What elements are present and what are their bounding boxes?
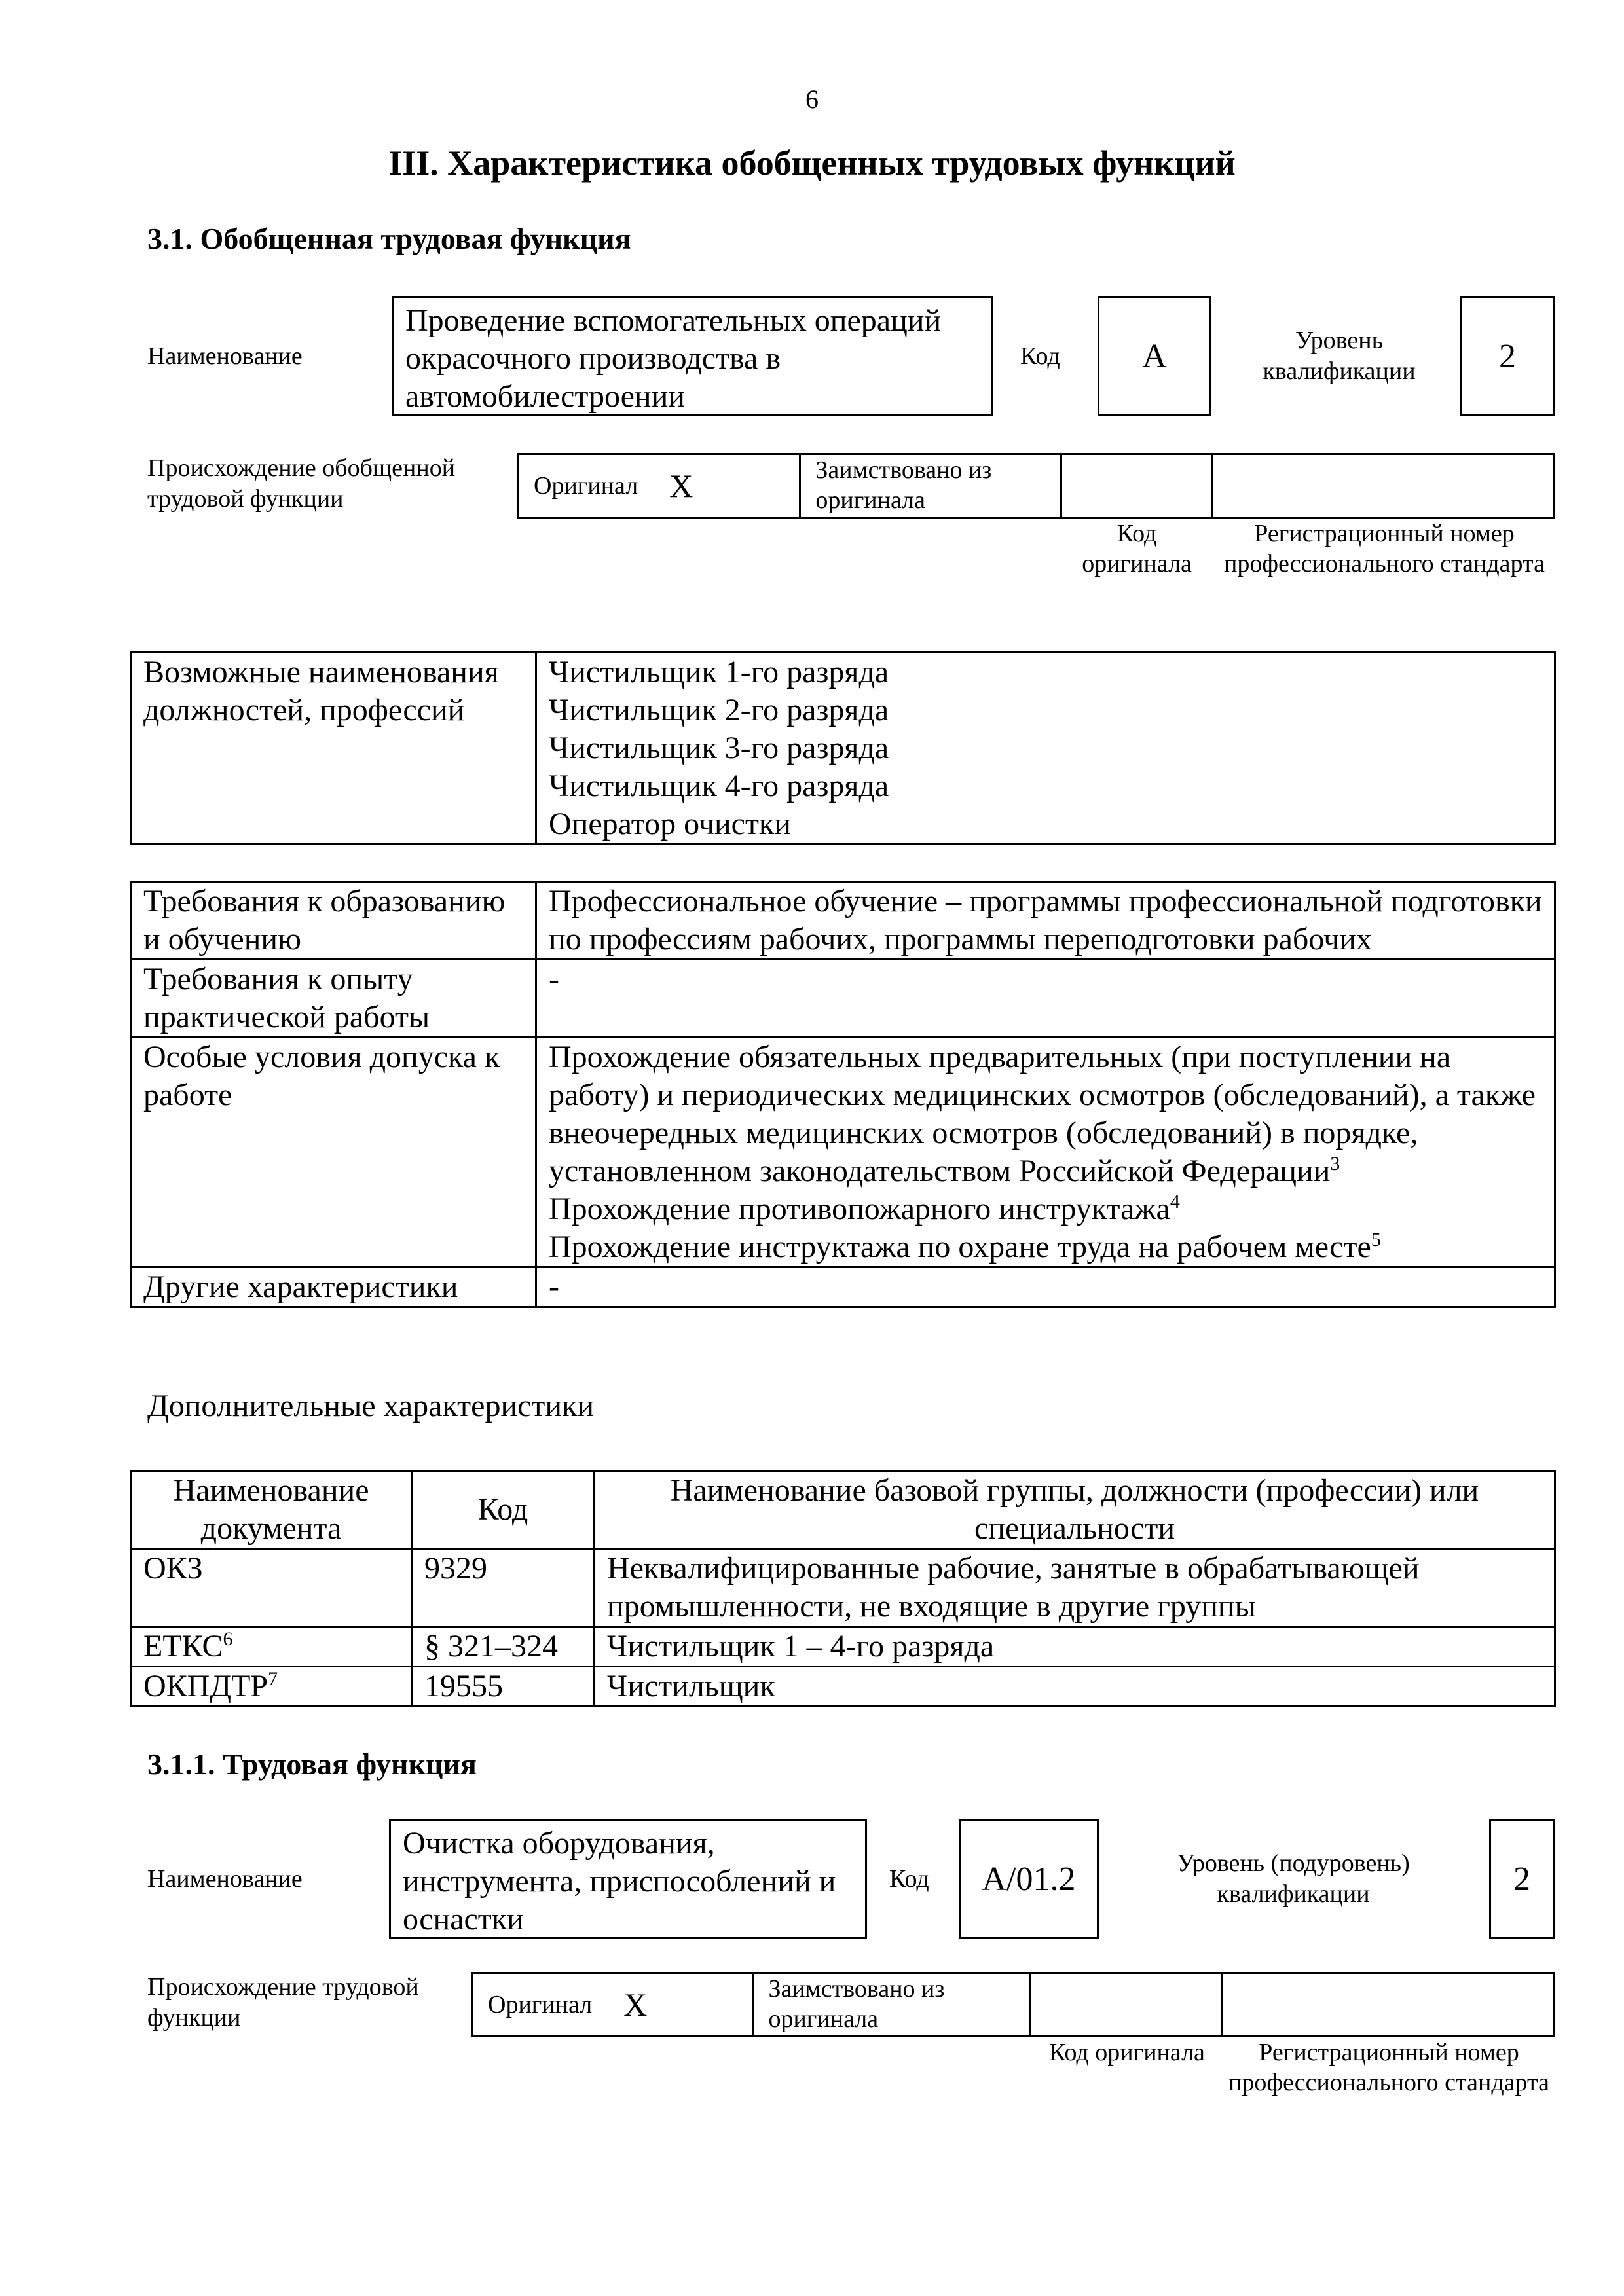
positions-label: Возможные наименования должностей, профессий xyxy=(131,653,536,845)
requirement-row xyxy=(131,1038,1555,1267)
tf-reg-number-cell xyxy=(1223,1974,1553,2035)
page-number: 6 xyxy=(805,84,819,114)
gtf-original-cell: Оригинал X xyxy=(519,455,801,517)
code-cell: § 321–324 xyxy=(412,1627,595,1667)
requirement-value xyxy=(536,882,1555,960)
gtf-origin-label: Происхождение обобщенной трудовой функции xyxy=(147,454,456,513)
position-item: Чистильщик 3-го разряда xyxy=(549,731,889,765)
tf-heading: 3.1.1. Трудовая функция xyxy=(147,1747,477,1781)
gtf-heading: 3.1. Обобщенная трудовая функция xyxy=(147,222,631,255)
position-item: Чистильщик 1-го разряда xyxy=(549,655,889,689)
requirement-row xyxy=(131,960,1555,1038)
gtf-reg-number-caption: Регистрационный номер профессионального стандарта xyxy=(1224,520,1545,577)
gtf-reg-number-cell xyxy=(1213,455,1553,517)
requirement-value xyxy=(536,1038,1555,1267)
tf-origin-table xyxy=(471,1972,1555,2037)
name-cell: Чистильщик xyxy=(595,1667,1555,1707)
tf-reg-number-caption: Регистрационный номер профессионального стандарта xyxy=(1228,2039,1549,2096)
doc-cell: ЕТКС$^6$ xyxy=(131,1627,412,1667)
tf-borrowed-cell: Заимствовано из оригинала xyxy=(754,1974,1031,2035)
requirement-line: Профессиональное обучение – программы профессиональной подготовки по профессиям рабочих, программы переподготовки рабочих xyxy=(549,884,1542,957)
name-cell: Чистильщик 1 – 4-го разряда xyxy=(595,1627,1555,1667)
doc-cell: ОКЗ xyxy=(131,1549,412,1627)
header-name: Наименование базовой группы, должности (профессии) или специальности xyxy=(595,1471,1555,1549)
position-item: Чистильщик 2-го разряда xyxy=(549,693,889,727)
requirement-value xyxy=(536,1267,1555,1307)
requirement-label: Другие характеристики xyxy=(131,1267,536,1307)
tf-level-label: Уровень (подуровень) квалификации xyxy=(1177,1850,1410,1908)
original-mark: X xyxy=(623,1986,648,2023)
additional-table xyxy=(130,1470,1556,1707)
gtf-name-value: Проведение вспомогательных операций окрасочного производства в автомобилестроении xyxy=(392,296,993,416)
requirement-row xyxy=(131,882,1555,960)
table-row xyxy=(131,1667,1555,1707)
requirement-line: Прохождение противопожарного инструктажа$^4$ xyxy=(549,1191,1180,1226)
requirement-row xyxy=(131,1267,1555,1307)
header-code: Код xyxy=(412,1471,595,1549)
gtf-level-value: 2 xyxy=(1460,296,1555,416)
tf-code-original-caption: Код оригинала xyxy=(1049,2039,1205,2066)
requirement-line: - xyxy=(549,1269,559,1304)
gtf-origin-table xyxy=(517,453,1555,519)
tf-code-value: А/01.2 xyxy=(959,1819,1099,1939)
requirement-line: Прохождение обязательных предварительных (при поступлении на работу) и периодических медицинских осмотров (обследований), а также внеочередных медицинских осмотров (обследований) в порядке, установленном законодательством Российской Федерации$^3$ xyxy=(549,1040,1536,1188)
requirement-line: Прохождение инструктажа по охране труда на рабочем месте$^5$ xyxy=(549,1229,1381,1264)
tf-original-cell: Оригинал X xyxy=(473,1974,754,2035)
footnote-ref: 7 xyxy=(268,1668,278,1690)
positions-list xyxy=(536,653,1555,845)
position-item: Оператор очистки xyxy=(549,807,791,841)
footnote-ref: 3 xyxy=(1330,1153,1340,1175)
tf-origin-label: Происхождение трудовой функции xyxy=(147,1973,419,2032)
footnote-ref: 5 xyxy=(1371,1229,1381,1250)
header-doc: Наименование документа xyxy=(131,1471,412,1549)
code-cell: 19555 xyxy=(412,1667,595,1707)
section-title: III. Характеристика обобщенных трудовых функций xyxy=(388,143,1236,183)
gtf-code-original-caption: Код оригинала xyxy=(1082,520,1192,577)
footnote-ref: 4 xyxy=(1170,1191,1180,1212)
requirement-label: Требования к опыту практической работы xyxy=(131,960,536,1038)
gtf-level-label: Уровень квалификации xyxy=(1263,327,1416,385)
table-row xyxy=(131,1549,1555,1627)
name-cell: Неквалифицированные рабочие, занятые в обрабатывающей промышленности, не входящие в другие группы xyxy=(595,1549,1555,1627)
original-mark: X xyxy=(669,467,693,504)
gtf-code-value: А xyxy=(1098,296,1211,416)
gtf-name-label: Наименование xyxy=(147,342,303,370)
requirement-label: Особые условия допуска к работе xyxy=(131,1038,536,1267)
position-item: Чистильщик 4-го разряда xyxy=(549,769,889,803)
requirement-label: Требования к образованию и обучению xyxy=(131,882,536,960)
tf-code-label: Код xyxy=(889,1865,929,1893)
additional-title: Дополнительные характеристики xyxy=(147,1389,595,1423)
doc-cell: ОКПДТР$^7$ xyxy=(131,1667,412,1707)
gtf-code-label: Код xyxy=(1020,342,1060,370)
tf-name-value: Очистка оборудования, инструмента, приспособлений и оснастки xyxy=(389,1819,867,1939)
tf-level-value: 2 xyxy=(1489,1819,1555,1939)
additional-header-row xyxy=(131,1471,1555,1549)
tf-code-original-cell xyxy=(1031,1974,1223,2035)
code-cell: 9329 xyxy=(412,1549,595,1627)
table-row xyxy=(131,1627,1555,1667)
gtf-code-original-cell xyxy=(1062,455,1213,517)
footnote-ref: 6 xyxy=(223,1628,233,1650)
gtf-borrowed-cell: Заимствовано из оригинала xyxy=(801,455,1062,517)
requirement-line: - xyxy=(549,962,559,996)
requirements-table xyxy=(130,881,1556,1308)
tf-name-label: Наименование xyxy=(147,1865,303,1893)
requirement-value xyxy=(536,960,1555,1038)
positions-table xyxy=(130,651,1556,845)
